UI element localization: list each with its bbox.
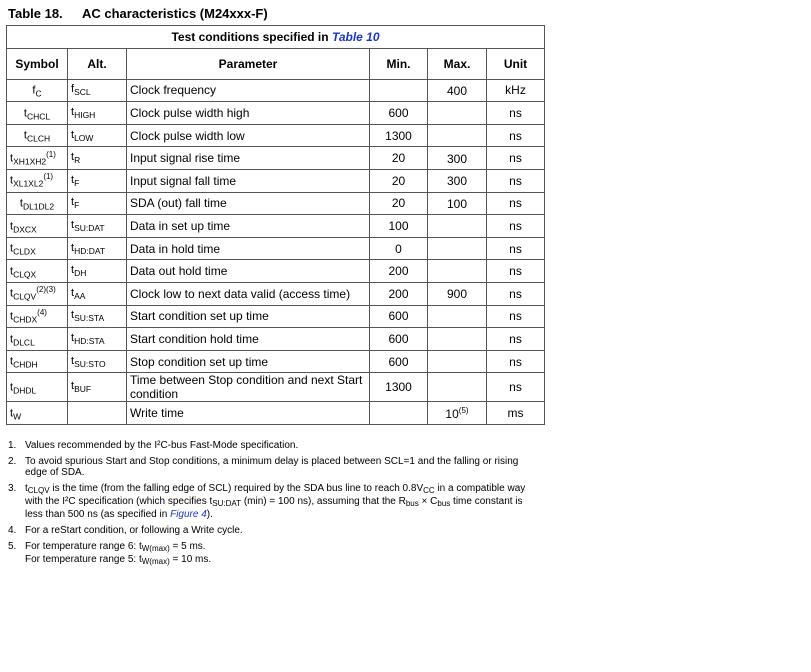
parameter-cell: Stop condition set up time (127, 350, 370, 373)
min-cell: 200 (370, 282, 428, 305)
min-cell: 20 (370, 147, 428, 170)
min-cell: 20 (370, 169, 428, 192)
header-symbol: Symbol (7, 48, 68, 79)
min-cell (370, 79, 428, 102)
footnote-2-text: To avoid spurious Start and Stop conditions, a minimum delay is placed between SCL=1 and the falling or rising edge of SDA. (25, 456, 519, 478)
symbol-cell: $t_{CLQX}$ (7, 260, 68, 283)
alt-cell: $f_{SCL}$ (68, 79, 127, 102)
table-row (7, 192, 545, 215)
max-cell (428, 373, 487, 402)
footnote-1: 1. Values recommended by the I²C-bus Fast-Mode specification. (8, 440, 299, 451)
parameter-cell: Start condition set up time (127, 305, 370, 328)
footnote-4: 4. For a reStart condition, or following a Write cycle. (8, 525, 243, 536)
alt-cell: $t_{AA}$ (68, 282, 127, 305)
min-cell: 600 (370, 102, 428, 125)
alt-cell: $t_F$ (68, 169, 127, 192)
max-cell (428, 124, 487, 147)
unit-cell: ns (487, 328, 545, 351)
symbol-cell: $t_W$ (7, 402, 68, 425)
unit-cell: ns (487, 373, 545, 402)
unit-cell: ms (487, 402, 545, 425)
parameter-cell: Data in set up time (127, 215, 370, 238)
max-cell: 900 (428, 282, 487, 305)
max-cell (428, 215, 487, 238)
parameter-cell: Start condition hold time (127, 328, 370, 351)
footnote-3: 3. $t_{CLQV}$ is the time (from the falling edge of SCL) required by the SDA bus line to reach $0.8V_{CC}$ in a compatible way with the I²C specification (which specifies $t_{SU:DAT}$ (min) = 100 ns), assuming that the $R_{bus} \times C_{bus}$ time constant is less than 500 ns (as specified in Figure 4). (8, 483, 538, 520)
unit-cell: ns (487, 237, 545, 260)
max-cell (428, 305, 487, 328)
test-conditions-text: Test conditions specified in (171, 29, 329, 44)
header-min: Min. (370, 48, 428, 79)
table-caption (8, 6, 268, 21)
table-row (7, 147, 545, 170)
parameter-cell: Data out hold time (127, 260, 370, 283)
unit-cell: ns (487, 350, 545, 373)
alt-cell: $t_{SU:STA}$ (68, 305, 127, 328)
alt-cell: $t_{HIGH}$ (68, 102, 127, 125)
alt-cell: $t_{HD:STA}$ (68, 328, 127, 351)
symbol-cell: $t_{CLQV}^{(2)(3)}$ (7, 282, 68, 305)
unit-cell: kHz (487, 79, 545, 102)
min-cell: 1300 (370, 124, 428, 147)
max-cell: 100 (428, 192, 487, 215)
figure-4-link[interactable]: Figure 4 (170, 509, 207, 520)
symbol-cell: $t_{CHDX}^{(4)}$ (7, 305, 68, 328)
footnote-3-text: $t_{CLQV}$ is the time (from the falling edge of SCL) required by the SDA bus line to reach $0.8V_{CC}$ in a compatible way with the I²C specification (which specifies $t_{SU:DAT}$ (min) = 100 ns), assuming that the $R_{bus} \times C_{bus}$ time constant is less than 500 ns (as specified in Figure 4). (25, 483, 526, 520)
min-cell (370, 402, 428, 425)
alt-cell: $t_{HD:DAT}$ (68, 237, 127, 260)
ac-characteristics-table (6, 25, 545, 425)
parameter-cell: Input signal fall time (127, 169, 370, 192)
min-cell: 200 (370, 260, 428, 283)
min-cell: 600 (370, 350, 428, 373)
unit-cell: ns (487, 305, 545, 328)
min-cell: 20 (370, 192, 428, 215)
alt-cell: $t_{SU:DAT}$ (68, 215, 127, 238)
min-cell: 600 (370, 328, 428, 351)
table-row (7, 260, 545, 283)
table-row (7, 305, 545, 328)
table-10-link[interactable]: Table 10 (331, 29, 380, 44)
min-cell: 100 (370, 215, 428, 238)
symbol-cell: $t_{DLCL}$ (7, 328, 68, 351)
table-row (7, 402, 545, 425)
symbol-cell: $t_{XL1XL2}^{(1)}$ (7, 169, 68, 192)
parameter-cell: Clock pulse width high (127, 102, 370, 125)
alt-cell (68, 402, 127, 425)
footnote-4-text: For a reStart condition, or following a Write cycle. (25, 525, 243, 536)
min-cell: 0 (370, 237, 428, 260)
max-cell: 300 (428, 147, 487, 170)
table-row (7, 102, 545, 125)
symbol-cell: $t_{DHDL}$ (7, 373, 68, 402)
unit-cell: ns (487, 147, 545, 170)
max-cell (428, 102, 487, 125)
table-row (7, 79, 545, 102)
parameter-cell: SDA (out) fall time (127, 192, 370, 215)
parameter-cell: Write time (127, 402, 370, 425)
max-cell: 10$^{(5)}$ (428, 402, 487, 425)
parameter-cell: Data in hold time (127, 237, 370, 260)
symbol-cell: $t_{CLCH}$ (7, 124, 68, 147)
footnote-5: 5. For temperature range 6: $t_{W(max)} = 5$ ms. For temperature range 5: $t_{W(max)} = 10$ ms. (8, 541, 212, 566)
header-max: Max. (428, 48, 487, 79)
unit-cell: ns (487, 102, 545, 125)
max-cell (428, 328, 487, 351)
symbol-cell: $t_{DL1DL2}$ (7, 192, 68, 215)
symbol-cell: $t_{DXCX}$ (7, 215, 68, 238)
table-row (7, 328, 545, 351)
test-conditions-row (7, 26, 545, 49)
alt-cell: $t_{DH}$ (68, 260, 127, 283)
test-conditions-cell (7, 26, 545, 49)
alt-cell: $t_{SU:STO}$ (68, 350, 127, 373)
alt-cell: $t_R$ (68, 147, 127, 170)
table-label: Table 18. (8, 6, 63, 21)
min-cell: 1300 (370, 373, 428, 402)
max-cell (428, 260, 487, 283)
unit-cell: ns (487, 124, 545, 147)
parameter-cell: Input signal rise time (127, 147, 370, 170)
max-cell: 300 (428, 169, 487, 192)
symbol-cell: $t_{XH1XH2}^{(1)}$ (7, 147, 68, 170)
header-parameter: Parameter (127, 48, 370, 79)
table-row (7, 124, 545, 147)
alt-cell: $t_{LOW}$ (68, 124, 127, 147)
parameter-cell: Clock low to next data valid (access time) (127, 282, 370, 305)
parameter-cell: Time between Stop condition and next Start condition (127, 373, 370, 402)
table-body (7, 79, 545, 424)
unit-cell: ns (487, 169, 545, 192)
unit-cell: ns (487, 215, 545, 238)
max-cell: 400 (428, 79, 487, 102)
table-row (7, 169, 545, 192)
alt-cell: $t_F$ (68, 192, 127, 215)
footnote-5-text: For temperature range 6: $t_{W(max)} = 5$ ms. For temperature range 5: $t_{W(max)} = 10$ ms. (25, 541, 212, 566)
alt-cell: $t_{BUF}$ (68, 373, 127, 402)
header-row (7, 48, 545, 79)
symbol-cell: $t_{CHCL}$ (7, 102, 68, 125)
max-cell (428, 237, 487, 260)
symbol-cell: $t_{CHDH}$ (7, 350, 68, 373)
footnotes (8, 440, 538, 572)
parameter-cell: Clock frequency (127, 79, 370, 102)
unit-cell: ns (487, 282, 545, 305)
header-unit: Unit (487, 48, 545, 79)
header-alt: Alt. (68, 48, 127, 79)
table-row (7, 373, 545, 402)
table-title: AC characteristics (M24xxx-F) (82, 6, 268, 21)
unit-cell: ns (487, 192, 545, 215)
table-row (7, 282, 545, 305)
min-cell: 600 (370, 305, 428, 328)
table-row (7, 350, 545, 373)
footnote-2: 2. To avoid spurious Start and Stop conditions, a minimum delay is placed between SCL=1 and the falling or rising edge of SDA. (8, 456, 538, 478)
symbol-cell: $t_{CLDX}$ (7, 237, 68, 260)
max-cell (428, 350, 487, 373)
table-row (7, 237, 545, 260)
symbol-cell: $f_C$ (7, 79, 68, 102)
unit-cell: ns (487, 260, 545, 283)
table-row (7, 215, 545, 238)
parameter-cell: Clock pulse width low (127, 124, 370, 147)
footnote-1-text: Values recommended by the I²C-bus Fast-Mode specification. (25, 440, 299, 451)
